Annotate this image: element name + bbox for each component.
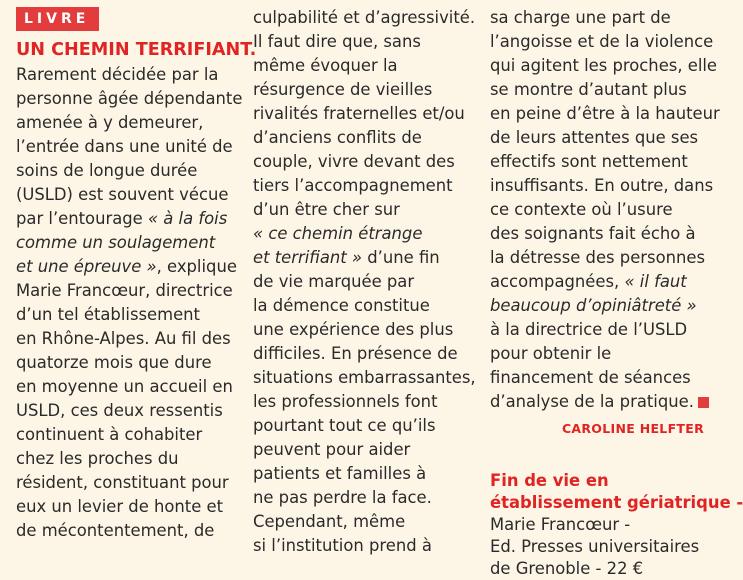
text-line: comme un soulagement xyxy=(16,233,216,252)
text-line: financement de séances xyxy=(490,368,691,387)
text-line: qui agitent les proches, elle xyxy=(490,56,718,75)
text-line: la démence constitue xyxy=(253,296,430,315)
text-line: de mécontentement, de xyxy=(16,521,215,540)
text-line: Rarement décidée par la xyxy=(16,65,219,84)
text-line: tiers l’accompagnement xyxy=(253,176,453,195)
book-meta-line: de Grenoble - 22 € xyxy=(490,559,644,578)
text-line: d’anciens conflits de xyxy=(253,128,422,147)
column-2 xyxy=(253,6,479,558)
text-line: une expérience des plus xyxy=(253,320,454,339)
text-line: continuent à cohabiter xyxy=(16,425,203,444)
text-line: patients et familles à xyxy=(253,464,427,483)
text-line: Marie Francœur, directrice xyxy=(16,281,233,300)
book-meta-line: Marie Francœur - xyxy=(490,515,631,534)
text-line: en Rhône-Alpes. Au fil des xyxy=(16,329,231,348)
text-line: difficiles. En présence de xyxy=(253,344,458,363)
text-line: et terrifiant » d’une fin xyxy=(253,248,440,267)
text-line: « ce chemin étrange xyxy=(253,224,423,243)
text-line: résident, constituant pour xyxy=(16,473,229,492)
text-line: personne âgée dépendante xyxy=(16,89,243,108)
text-line: quatorze mois que dure xyxy=(16,353,212,372)
text-line: soins de longue durée xyxy=(16,161,198,180)
column-3 xyxy=(490,6,743,580)
text-line: si l’institution prend à xyxy=(253,536,432,555)
book-meta-line: Ed. Presses universitaires xyxy=(490,537,700,556)
article-headline: UN CHEMIN TERRIFIANT. xyxy=(16,40,257,60)
text-line: (USLD) est souvent vécue xyxy=(16,185,229,204)
column-2-body xyxy=(253,6,479,558)
text-line: se montre d’autant plus xyxy=(490,80,687,99)
text-line: à la directrice de l’USLD xyxy=(490,320,688,339)
text-line: Il faut dire que, sans xyxy=(253,32,421,51)
column-1 xyxy=(16,6,257,543)
section-tag: LIVRE xyxy=(16,7,99,31)
text-line: en peine d’être à la hauteur xyxy=(490,104,720,123)
text-line: sa charge une part de xyxy=(490,8,671,27)
text-line: l’angoisse et de la violence xyxy=(490,32,714,51)
text-line: pourtant tout ce qu’ils xyxy=(253,416,436,435)
text-line: accompagnées, « il faut xyxy=(490,272,687,291)
book-title-line: Fin de vie en xyxy=(490,471,609,490)
author-byline: CAROLINE HELFTER xyxy=(561,421,704,436)
text-line: USLD, ces deux ressentis xyxy=(16,401,223,420)
text-line: amenée à y demeurer, xyxy=(16,113,204,132)
text-line: d’un être cher sur xyxy=(253,200,400,219)
text-line: peuvent pour aider xyxy=(253,440,411,459)
text-line: en moyenne un accueil en xyxy=(16,377,233,396)
text-line: rivalités fraternelles et/ou xyxy=(253,104,465,123)
text-line: de leurs attentes que ses xyxy=(490,128,699,147)
column-1-body xyxy=(16,63,242,543)
text-line: eux un levier de honte et xyxy=(16,497,224,516)
text-line: situations embarrassantes, xyxy=(253,368,476,387)
text-line: couple, vivre devant des xyxy=(253,152,455,171)
text-line: même évoquer la xyxy=(253,56,398,75)
text-line: Cependant, même xyxy=(253,512,406,531)
book-title-line: établissement gériatrique - xyxy=(490,493,743,512)
text-line: insuffisants. En outre, dans xyxy=(490,176,714,195)
text-line: beaucoup d’opiniâtreté » xyxy=(490,296,697,315)
text-line: pour obtenir le xyxy=(490,344,612,363)
text-line: d’analyse de la pratique. xyxy=(490,390,712,414)
text-line: de vie marquée par xyxy=(253,272,415,291)
text-line: chez les proches du xyxy=(16,449,179,468)
text-line: effectifs sont nettement xyxy=(490,152,688,171)
text-line: ce contexte où l’usure xyxy=(490,200,673,219)
column-3-body xyxy=(490,6,720,414)
text-line: les professionnels font xyxy=(253,392,438,411)
text-line: la détresse des personnes xyxy=(490,248,705,267)
text-line: des soignants fait écho à xyxy=(490,224,696,243)
text-line: culpabilité et d’agressivité. xyxy=(253,8,476,27)
text-line: et une épreuve », explique xyxy=(16,257,237,276)
text-line: ne pas perdre la face. xyxy=(253,488,432,507)
text-line: par l’entourage « à la fois xyxy=(16,209,228,228)
end-of-article-mark xyxy=(698,397,709,408)
text-line: d’un tel établissement xyxy=(16,305,200,324)
book-reference xyxy=(490,470,743,580)
text-line: résurgence de vieilles xyxy=(253,80,433,99)
text-line: l’entrée dans une unité de xyxy=(16,137,233,156)
